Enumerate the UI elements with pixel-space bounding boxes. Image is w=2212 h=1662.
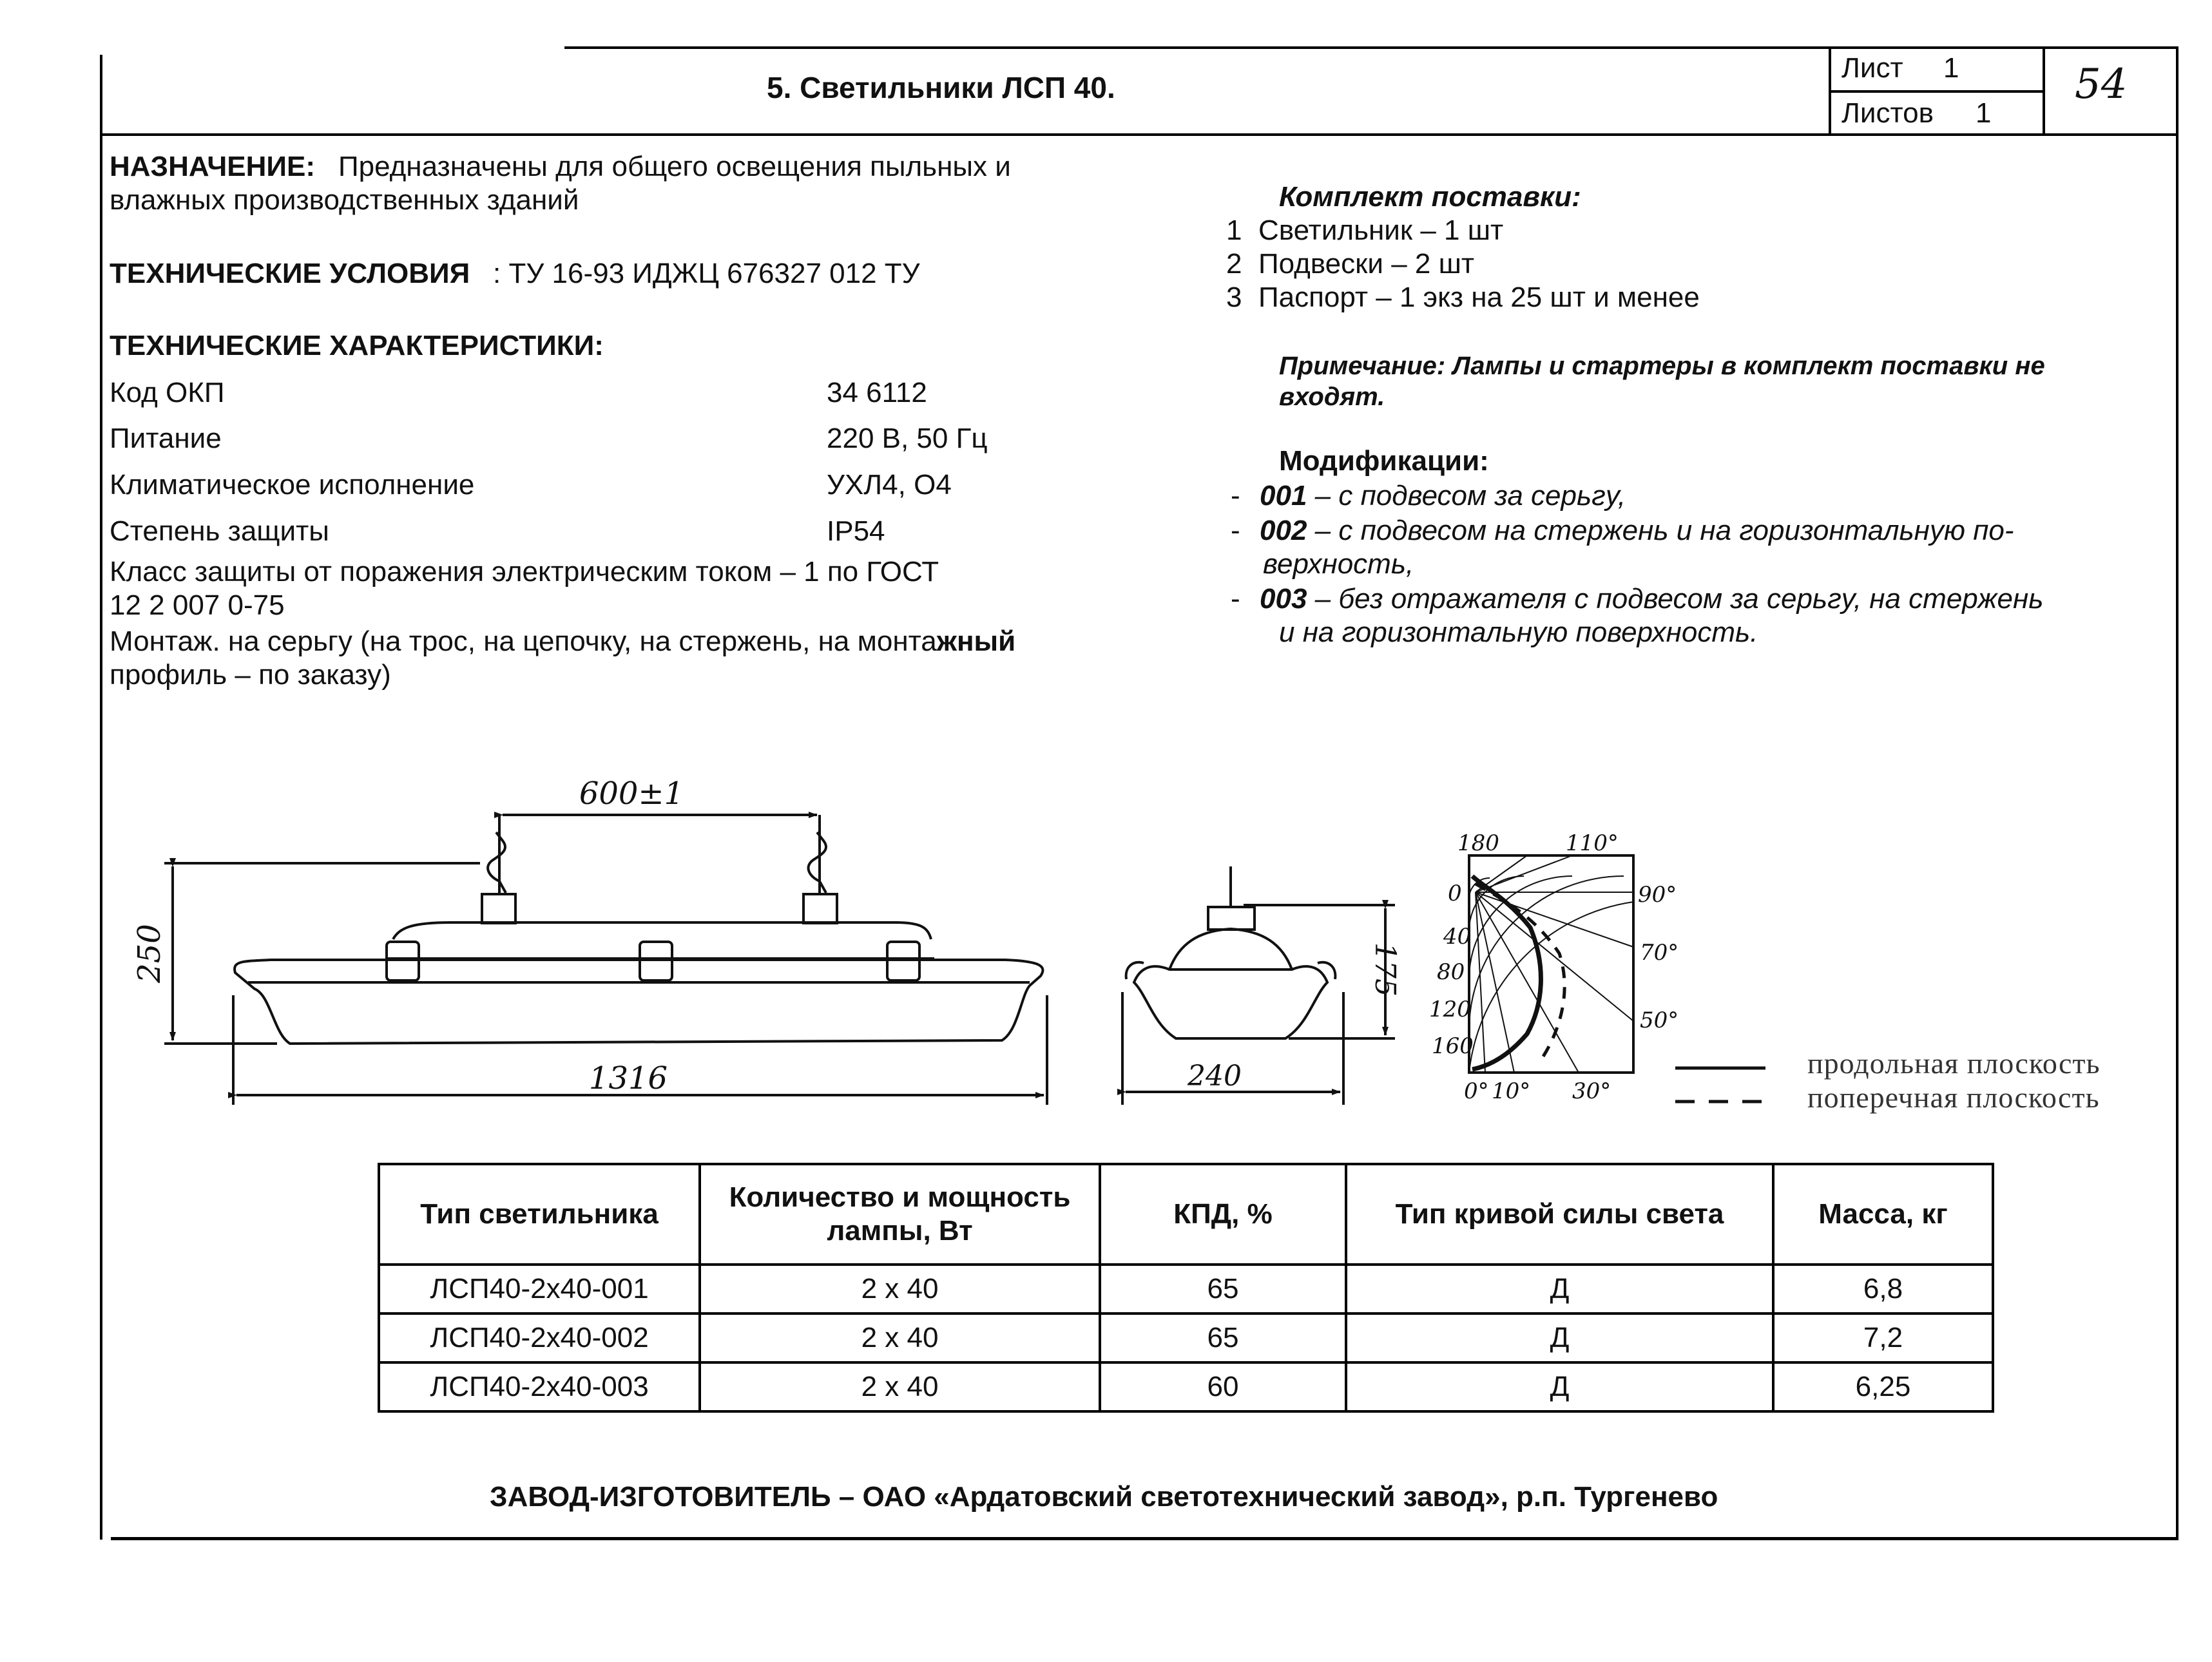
side-clip-left (1126, 962, 1144, 979)
tech-conditions-value: : ТУ 16-93 ИДЖЦ 676327 012 ТУ (493, 258, 920, 289)
side-dome (1169, 929, 1292, 970)
char-label-climate: Климатическое исполнение (110, 469, 475, 501)
modification-001-code: 001 (1260, 480, 1307, 511)
hanger-base-left (482, 894, 515, 923)
front-housing-outline (235, 960, 1043, 1044)
legend-solid-label: продольная плоскость (1807, 1047, 2101, 1080)
modification-003-code: 003 (1260, 583, 1307, 615)
delivery-note-line-1: Примечание: Лампы и стартеры в комплект поставки не (1279, 352, 2045, 380)
modification-dash-2: - (1231, 515, 1240, 546)
characteristics-title: ТЕХНИЧЕСКИЕ ХАРАКТЕРИСТИКИ: (110, 330, 604, 361)
table-cell-mass: 6,25 (1773, 1362, 1993, 1411)
mounting-line-1 (110, 625, 1015, 658)
polar-label-30deg: 30° (1572, 1078, 1611, 1104)
polar-tick-40: 40 (1443, 924, 1472, 950)
luminaire-front-view (164, 815, 1047, 1105)
modification-001-line-1 (1260, 479, 1626, 513)
polar-label-90: 90° (1638, 882, 1677, 908)
specification-table (378, 1163, 1994, 1413)
frame-left-line (100, 55, 102, 1540)
protection-class-line-2: 12 2 007 0-75 (110, 589, 285, 621)
sheet-label: Лист (1842, 52, 1903, 84)
modification-003-line-1 (1260, 582, 2043, 616)
table-cell-type: ЛСП40-2х40-003 (379, 1362, 700, 1411)
modifications-title: Модификации: (1279, 445, 1489, 477)
delivery-note-line-2: входят. (1279, 383, 1385, 411)
polar-tick-0: 0 (1448, 881, 1462, 906)
polar-tick-120: 120 (1429, 997, 1471, 1022)
delivery-num-1: 1 (1226, 215, 1242, 246)
table-cell-type: ЛСП40-2х40-001 (379, 1265, 700, 1313)
sheets-value: 1 (1976, 97, 1992, 129)
table-cell-lamps: 2 х 40 (700, 1362, 1100, 1411)
tech-conditions-label: ТЕХНИЧЕСКИЕ УСЛОВИЯ (110, 258, 470, 289)
delivery-num-2: 2 (1226, 248, 1242, 280)
dim-250-label: 250 (131, 924, 168, 983)
table-cell-curve: Д (1346, 1362, 1773, 1411)
table-cell-curve: Д (1346, 1265, 1773, 1313)
dim-240-label: 240 (1188, 1060, 1242, 1093)
hook-left (488, 832, 506, 893)
diagram-ray-6 (1476, 892, 1485, 1073)
page-number: 54 (2075, 61, 2128, 108)
char-value-ip: IP54 (827, 515, 885, 547)
polar-label-50: 50° (1640, 1008, 1679, 1033)
light-distribution-diagram (1469, 855, 1633, 1073)
polar-label-70: 70° (1640, 940, 1679, 966)
table-cell-lamps: 2 х 40 (700, 1313, 1100, 1362)
mounting-line-2: профиль – по заказу) (110, 659, 391, 691)
table-header-lamps: Количество и мощность лампы, Вт (700, 1164, 1100, 1265)
table-row (379, 1265, 1993, 1313)
table-cell-efficiency: 65 (1100, 1265, 1346, 1313)
mounting-line-1-text: Монтаж. на серьгу (на трос, на цепочку, на стержень, на монта (110, 626, 937, 657)
legend-dashed-label: поперечная плоскость (1807, 1081, 2100, 1114)
hook-right (809, 832, 826, 893)
char-value-okp: 34 6112 (827, 377, 927, 408)
diagram-arc-1 (1469, 878, 1490, 899)
hanger-base-right (803, 894, 837, 923)
diagram-ray-8 (1476, 855, 1527, 892)
mounting-line-1-bold: жный (936, 626, 1016, 657)
table-cell-type: ЛСП40-2х40-002 (379, 1313, 700, 1362)
modification-002-text: – с подвесом на стержень и на горизонтальную по- (1307, 515, 2014, 546)
dim-1316-label: 1316 (588, 1060, 668, 1096)
protection-class-line-1: Класс защиты от поражения электрическим током – 1 по ГОСТ (110, 556, 939, 587)
page-title: 5. Светильники ЛСП 40. (767, 71, 1115, 104)
modification-002-line-2: верхность, (1263, 548, 1414, 580)
front-tube-top (393, 922, 931, 939)
table-header-type: Тип светильника (379, 1164, 700, 1265)
table-row (379, 1362, 1993, 1411)
sheet-value: 1 (1943, 52, 1959, 84)
table-cell-lamps: 2 х 40 (700, 1265, 1100, 1313)
frame-header-separator (100, 133, 2178, 136)
delivery-item-3: Паспорт – 1 экз на 25 шт и менее (1258, 282, 1700, 313)
sheets-label: Листов (1842, 97, 1934, 129)
char-value-climate: УХЛ4, О4 (827, 469, 952, 501)
lamp-holder-center (640, 942, 672, 980)
table-cell-efficiency: 60 (1100, 1362, 1346, 1411)
table-cell-curve: Д (1346, 1313, 1773, 1362)
table-row (379, 1313, 1993, 1362)
purpose-line-1: Предназначены для общего освещения пыльных и (338, 151, 1011, 182)
modification-002-code: 002 (1260, 515, 1307, 546)
char-label-okp: Код ОКП (110, 377, 225, 408)
purpose-label: НАЗНАЧЕНИЕ: (110, 151, 315, 182)
modification-002-line-1 (1260, 514, 2014, 548)
header-box-row-line (1829, 90, 2045, 93)
delivery-title: Комплект поставки: (1279, 181, 1581, 213)
diagram-arc-2 (1469, 876, 1524, 931)
modification-dash-1: - (1231, 480, 1240, 511)
modification-003-line-2: и на горизонтальную поверхность. (1279, 616, 1758, 648)
diagram-ray-7 (1476, 855, 1572, 892)
char-label-power: Питание (110, 423, 222, 454)
polar-tick-180: 180 (1457, 830, 1499, 856)
diagram-arc-5 (1469, 902, 1633, 1073)
modification-003-text: – без отражателя с подвесом за серьгу, на стержень (1307, 583, 2044, 615)
polar-label-110: 110° (1566, 830, 1619, 856)
delivery-num-3: 3 (1226, 282, 1242, 313)
polar-tick-80: 80 (1437, 959, 1465, 985)
curve-transverse (1476, 884, 1564, 1056)
lamp-holder-right (887, 942, 919, 980)
modification-dash-3: - (1231, 583, 1240, 615)
diagram-arc-3 (1469, 876, 1572, 979)
delivery-item-1: Светильник – 1 шт (1258, 215, 1504, 246)
purpose-line-2: влажных производственных зданий (110, 184, 579, 216)
table-cell-mass: 7,2 (1773, 1313, 1993, 1362)
side-cap (1208, 907, 1255, 930)
char-value-power: 220 В, 50 Гц (827, 423, 988, 454)
manufacturer-footer: ЗАВОД-ИЗГОТОВИТЕЛЬ – ОАО «Ардатовский светотехнический завод», р.п. Тургенево (490, 1481, 1718, 1513)
diagram-ray-3 (1476, 892, 1633, 1021)
table-header-curve: Тип кривой силы света (1346, 1164, 1773, 1265)
table-header-mass: Масса, кг (1773, 1164, 1993, 1265)
frame-right-line (2176, 46, 2178, 1540)
frame-bottom-line (111, 1537, 2178, 1540)
curve-longitudinal (1472, 876, 1541, 1069)
diagram-arc-4 (1469, 876, 1624, 1031)
lamp-holder-left (387, 942, 419, 980)
dim-175-label: 175 (1369, 942, 1401, 997)
polar-tick-160: 160 (1432, 1033, 1474, 1059)
diagram-frame (1469, 855, 1633, 1073)
diagram-ray-4 (1476, 892, 1579, 1073)
diagram-ray-2 (1476, 892, 1633, 947)
table-header-row (379, 1164, 1993, 1265)
modification-001-text: – с подвесом за серьгу, (1307, 480, 1626, 511)
diagram-ray-5 (1476, 892, 1514, 1073)
char-label-ip: Степень защиты (110, 515, 329, 547)
side-clip-right (1318, 962, 1335, 979)
polar-label-10deg: 10° (1492, 1078, 1531, 1104)
side-body (1134, 966, 1327, 1038)
table-header-efficiency: КПД, % (1100, 1164, 1346, 1265)
table-cell-mass: 6,8 (1773, 1265, 1993, 1313)
delivery-item-2: Подвески – 2 шт (1258, 248, 1475, 280)
polar-label-0deg: 0° (1464, 1078, 1489, 1104)
dim-600-label: 600±1 (579, 776, 684, 812)
frame-top-line (564, 46, 2178, 49)
table-cell-efficiency: 65 (1100, 1313, 1346, 1362)
luminaire-side-view (1122, 866, 1395, 1105)
